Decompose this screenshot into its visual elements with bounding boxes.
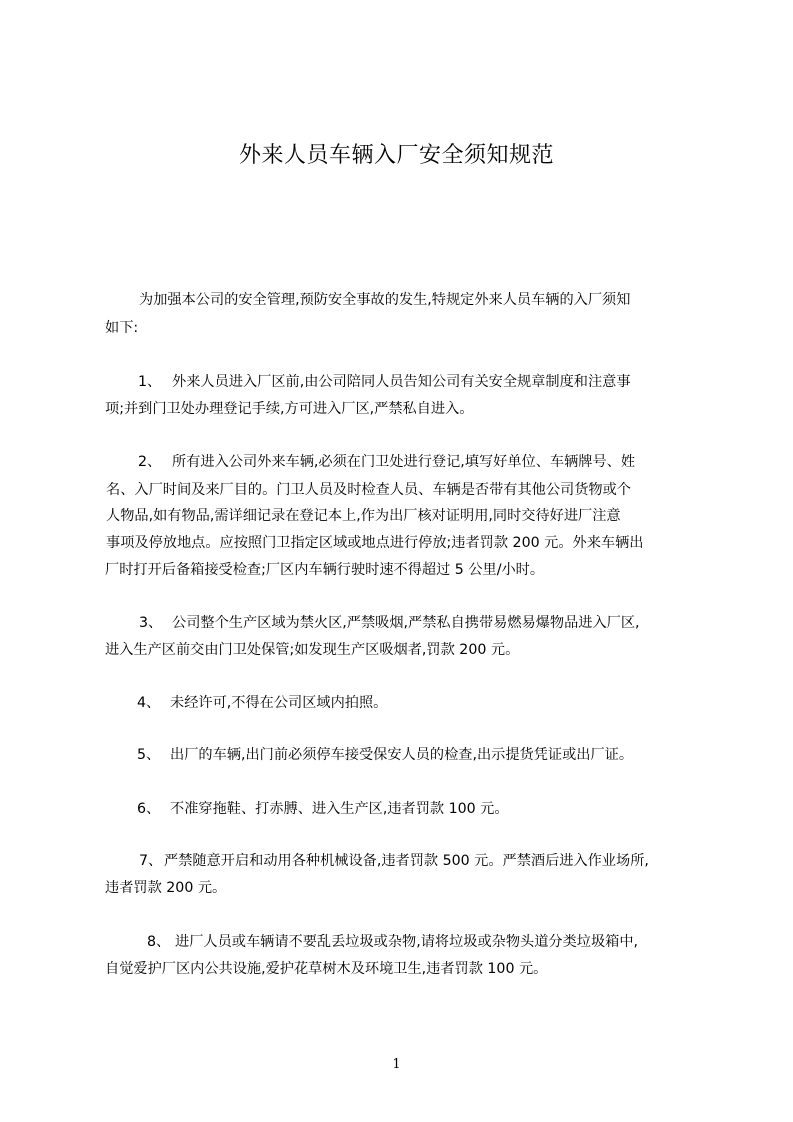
rule-5-line-1: 出厂的车辆,出门前必须停车接受保安人员的检查,出示提货凭证或出厂证。 [170,747,634,763]
rule-4-line-1: 未经许可,不得在公司区域内拍照。 [170,695,388,711]
rule-2-line-2: 名、入厂时间及来厂目的。门卫人员及时检查人员、车辆是否带有其他公司货物或个 [106,482,631,498]
intro-line-2: 如下: [105,320,139,336]
rule-3-line-2: 进入生产区前交由门卫处保管;如发现生产区吸烟者,罚款 200 元。 [105,642,520,658]
rule-8-line-1: 进厂人员或车辆请不要乱丢垃圾或杂物,请将垃圾或杂物头道分类垃圾箱中, [175,934,639,950]
page-number: 1 [392,1057,401,1072]
rule-7-number: 7、 [139,853,163,869]
rule-7-line-1: 严禁随意开启和动用各种机械设备,违者罚款 500 元。严禁酒后进入作业场所, [164,853,649,869]
rule-7-line-2: 违者罚款 200 元。 [105,880,227,896]
rule-2-line-1: 所有进入公司外来车辆,必须在门卫处进行登记,填写好单位、车辆牌号、姓 [172,454,636,470]
rule-1-line-2: 项;并到门卫处办理登记手续,方可进入厂区,严禁私自进入。 [105,401,474,417]
rule-4-number: 4、 [137,695,161,711]
rule-6-line-1: 不准穿拖鞋、打赤膊、进入生产区,违者罚款 100 元。 [170,801,509,817]
rule-2-line-4: 事项及停放地点。应按照门卫指定区域或地点进行停放;违者罚款 200 元。外来车辆出 [106,535,644,551]
document-title: 外来人员车辆入厂安全须知规范 [238,143,554,168]
rule-2-number: 2、 [138,454,162,470]
rule-8-line-2: 自觉爱护厂区内公共设施,爱护花草树木及环境卫生,违者罚款 100 元。 [105,961,548,977]
rule-2-line-3: 人物品,如有物品,需详细记录在登记本上,作为出厂核对证明用,同时交待好进厂注意 [106,508,621,524]
rule-6-number: 6、 [137,801,161,817]
rule-5-number: 5、 [137,747,161,763]
intro-line-1: 为加强本公司的安全管理,预防安全事故的发生,特规定外来人员车辆的入厂须知 [139,292,631,308]
rule-1-number: 1、 [138,374,162,390]
rule-8-number: 8、 [147,934,171,950]
rule-1-line-1: 外来人员进入厂区前,由公司陪同人员告知公司有关安全规章制度和注意事 [172,374,631,390]
rule-3-number: 3、 [139,615,163,631]
rule-2-line-5: 厂时打开后备箱接受检查;厂区内车辆行驶时速不得超过 5 公里/小时。 [105,562,545,578]
rule-3-line-1: 公司整个生产区域为禁火区,严禁吸烟,严禁私自携带易燃易爆物品进入厂区, [172,615,640,631]
